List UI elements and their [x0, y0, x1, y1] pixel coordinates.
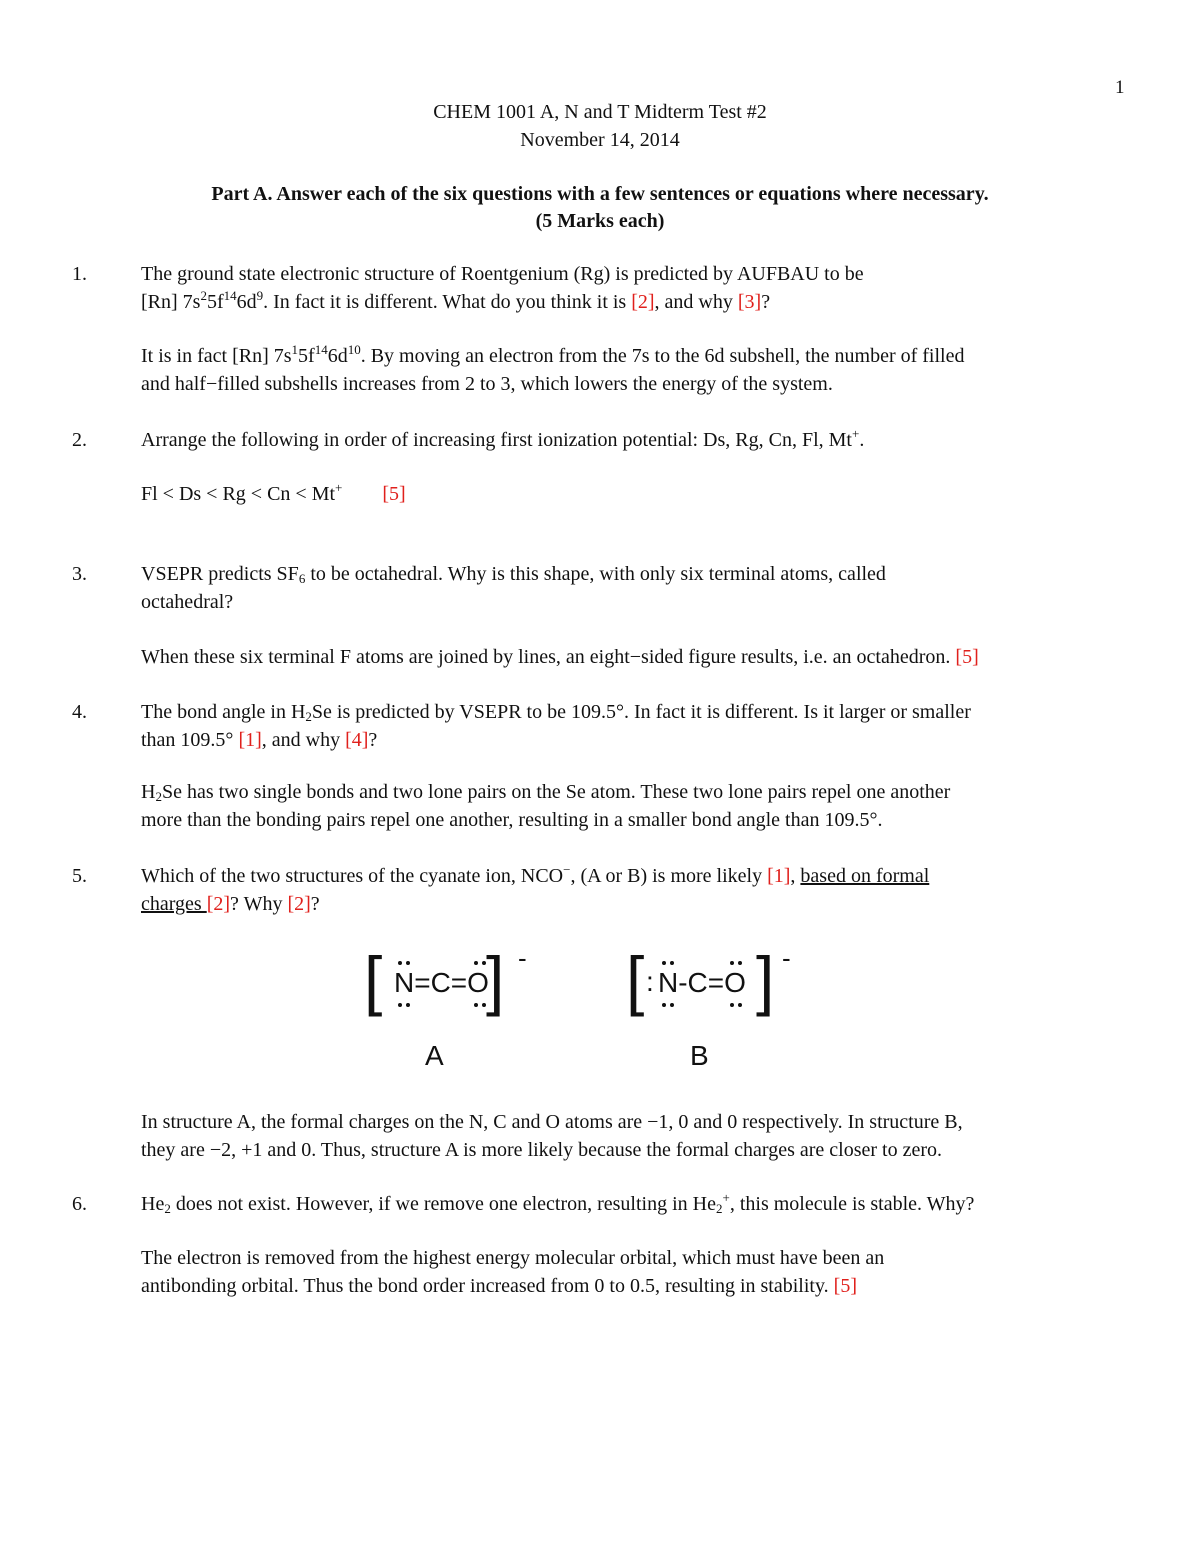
question-5-text-line1: Which of the two structures of the cyanate ion, NCO−, (A or B) is more likely [1], based on formal — [141, 862, 930, 887]
structure-a-charge: - — [518, 943, 527, 973]
mark-badge: [5] — [955, 646, 979, 668]
structure-a-label: A — [425, 1040, 444, 1071]
answer-4-line1: $H_2Se$ has two single bonds and two lone pairs on the Se atom. These two lone pairs repel one another — [141, 781, 951, 804]
bracket-right-icon: ] — [486, 943, 505, 1017]
question-6-text: $He_2$ does not exist. However, if we remove one electron, resulting in $He_2^+$, this molecule is stable. Why? — [141, 1190, 975, 1216]
question-4-text-line1: The bond angle in $H_2Se$ is predicted by VSEPR to be 109.5°. In fact it is different. Is it larger or smaller — [141, 701, 971, 724]
structure-a-formula: N=C=O — [394, 967, 489, 998]
lone-pair-dot — [474, 1003, 478, 1007]
structure-b-label: B — [690, 1040, 709, 1071]
lone-pair-dot — [482, 961, 486, 965]
test-title: CHEM 1001 A, N and T Midterm Test #2 — [433, 101, 767, 123]
lone-pair-dot — [670, 961, 674, 965]
mark-badge: [2] — [631, 291, 655, 313]
lone-pair-dot — [406, 1003, 410, 1007]
question-3-number: 3. — [72, 563, 87, 585]
question-3-text-line1: VSEPR predicts $SF_6$ to be octahedral. Why is this shape, with only six terminal atoms, called — [141, 563, 886, 586]
lone-pair-dot — [738, 961, 742, 965]
bracket-right-icon: ] — [756, 943, 775, 1017]
test-date: November 14, 2014 — [520, 129, 680, 151]
answer-4-line2: more than the bonding pairs repel one another, resulting in a smaller bond angle than 109.5°. — [141, 809, 883, 831]
question-2-text: Arrange the following in order of increasing first ionization potential: Ds, Rg, Cn, Fl, Mt+. — [141, 426, 865, 451]
question-4-number: 4. — [72, 701, 87, 723]
answer-5-line1: In structure A, the formal charges on the N, C and O atoms are −1, 0 and 0 respectively. In structure B, — [141, 1111, 963, 1133]
lone-pair-dot — [474, 961, 478, 965]
question-4-text-line2: than 109.5° [1], and why [4]? — [141, 729, 378, 751]
answer-2: Fl < Ds < Rg < Cn < Mt+ [5] — [141, 480, 406, 505]
lone-pair-dot — [398, 961, 402, 965]
answer-1-line1: It is in fact [Rn] $7s^15f^{14}6d^{10}$. By moving an electron from the 7s to the 6d subshell, the number of filled — [141, 342, 965, 367]
structure-b-charge: - — [782, 943, 791, 973]
lewis-structure-a — [360, 945, 540, 1025]
lone-pair-dot — [730, 961, 734, 965]
answer-5-line2: they are −2, +1 and 0. Thus, structure A is more likely because the formal charges are closer to zero. — [141, 1139, 942, 1161]
question-6-number: 6. — [72, 1193, 87, 1215]
lone-pair-dot — [662, 961, 666, 965]
mark-badge: [3] — [737, 291, 762, 313]
lone-pair-dot — [406, 961, 410, 965]
bracket-left-icon: [ — [626, 943, 645, 1017]
lone-pair-dot — [738, 1003, 742, 1007]
answer-1-line2: and half−filled subshells increases from 2 to 3, which lowers the energy of the system. — [141, 373, 833, 395]
question-5-number: 5. — [72, 865, 87, 887]
answer-3: When these six terminal F atoms are joined by lines, an eight−sided figure results, i.e. an octahedron. [5] — [141, 646, 979, 668]
lone-pair-dot — [662, 1003, 666, 1007]
lone-pair-dot — [730, 1003, 734, 1007]
question-1-number: 1. — [72, 263, 87, 285]
part-a-marks: (5 Marks each) — [535, 210, 665, 232]
mark-badge: [2] — [206, 893, 231, 915]
mark-badge: [5] — [833, 1275, 857, 1297]
mark-badge: [1] — [767, 865, 791, 887]
question-2-number: 2. — [72, 429, 87, 451]
lone-pair-dot — [398, 1003, 402, 1007]
answer-6-line1: The electron is removed from the highest energy molecular orbital, which must have been an — [141, 1247, 885, 1269]
lewis-structure-b — [622, 945, 802, 1025]
structure-b-lone-pair: : — [646, 966, 654, 997]
question-3-text-line2: octahedral? — [141, 591, 234, 613]
bracket-left-icon: [ — [364, 943, 383, 1017]
mark-badge: [1] — [238, 729, 262, 751]
question-1-text-line1: The ground state electronic structure of Roentgenium (Rg) is predicted by AUFBAU to be — [141, 263, 864, 285]
mark-badge: [4] — [345, 729, 369, 751]
question-1-text-line2: [Rn] $7s^25f^{14}6d^9$. In fact it is different. What do you think it is [2], and why [3]? — [141, 288, 771, 313]
mark-badge: [2] — [287, 893, 311, 915]
page-number: 1 — [1115, 77, 1125, 98]
lone-pair-dot — [670, 1003, 674, 1007]
mark-badge: [5] — [382, 483, 406, 505]
question-5-text-line2: charges [2]? Why [2]? — [141, 893, 320, 915]
structure-b-formula: N-C=O — [658, 967, 746, 998]
part-a-heading: Part A. Answer each of the six questions with a few sentences or equations where necessary. — [211, 183, 989, 205]
lone-pair-dot — [482, 1003, 486, 1007]
answer-6-line2: antibonding orbital. Thus the bond order increased from 0 to 0.5, resulting in stability. [5] — [141, 1275, 857, 1297]
